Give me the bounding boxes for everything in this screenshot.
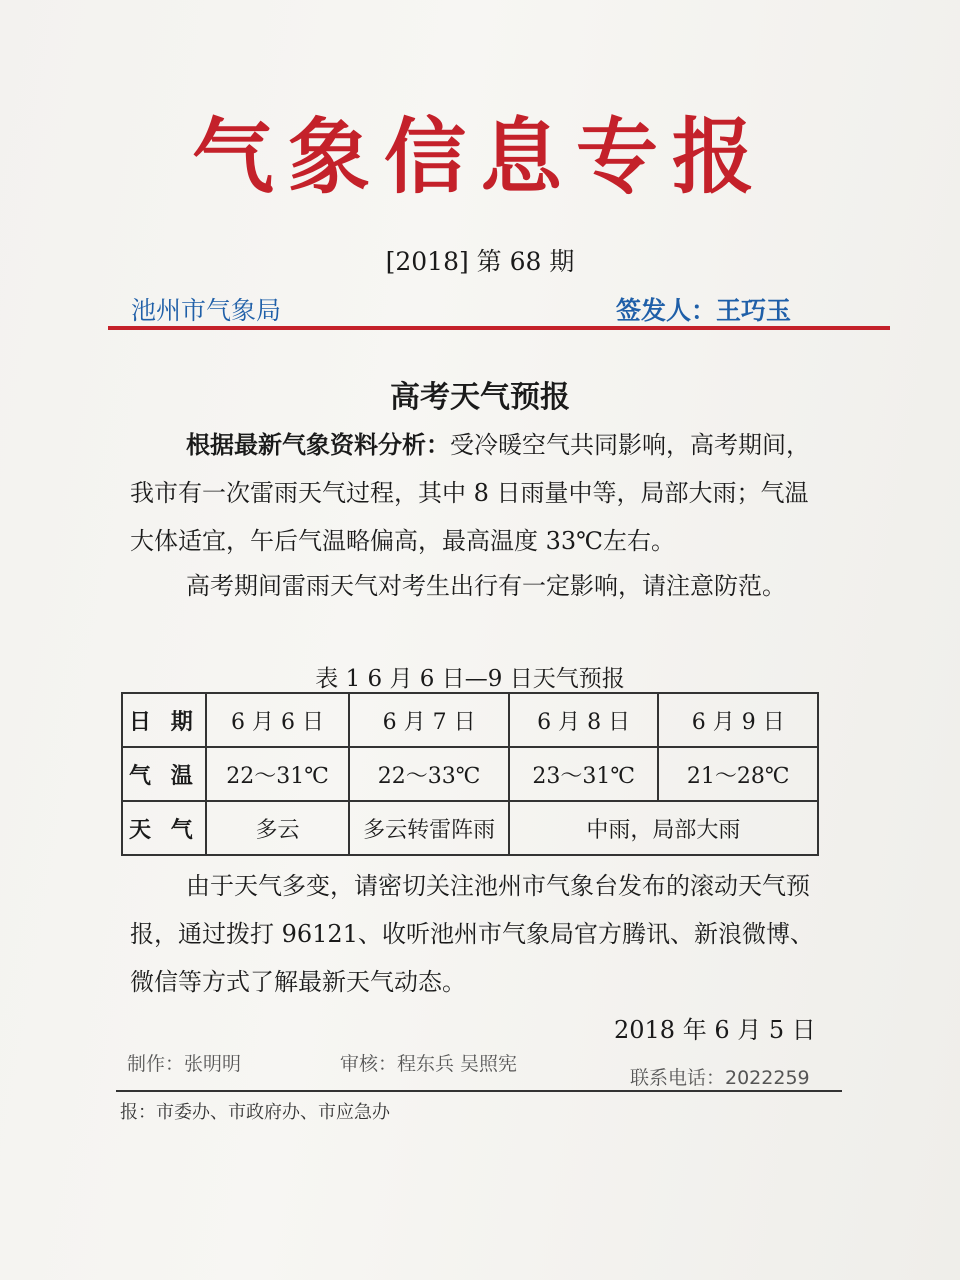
document-title: 高考天气预报	[390, 380, 570, 415]
forecast-table	[121, 692, 819, 856]
issuer: 池州市气象局	[131, 296, 282, 325]
distribution-list: 报：市委办、市政府办、市应急办	[120, 1102, 390, 1123]
footer-divider	[116, 1090, 842, 1092]
date-cell: 6 月 7 日	[349, 693, 509, 747]
analysis-lead: 根据最新气象资料分析：	[186, 431, 450, 459]
issue-number: [2018] 第 68 期	[385, 247, 575, 276]
date-cell: 6 月 6 日	[206, 693, 350, 747]
weather-cell: 多云转雷阵雨	[349, 801, 509, 855]
paragraph-analysis	[130, 421, 820, 565]
paragraph-advice: 高考期间雷雨天气对考生出行有一定影响，请注意防范。	[186, 572, 786, 600]
contact-phone: 联系电话：2022259	[630, 1067, 810, 1089]
analysis-body: 受冷暖空气共同影响，高考期间，我市有一次雷雨天气过程，其中 8 日雨量中等，局部大雨；气温大体适宜，午后气温略偏高，最高温度 33℃左右。	[130, 431, 810, 555]
weather-cell: 多云	[206, 801, 350, 855]
paragraph-notice: 由于天气多变，请密切关注池州市气象台发布的滚动天气预报，通过拨打 96121、收听池州市气象局官方腾讯、新浪微博、微信等方式了解最新天气动态。	[130, 872, 814, 996]
reviewed-by: 审核：程东兵 吴照宪	[340, 1053, 518, 1075]
temp-cell: 23～31℃	[509, 747, 659, 801]
row-label-weather: 天 气	[122, 801, 206, 855]
date-cell: 6 月 8 日	[509, 693, 659, 747]
temp-cell: 22～31℃	[206, 747, 350, 801]
row-label-temp: 气 温	[122, 747, 206, 801]
temp-cell: 21～28℃	[658, 747, 818, 801]
issue-date: 2018 年 6 月 5 日	[614, 1016, 816, 1044]
table-row	[122, 693, 818, 747]
table-caption: 表 1 6 月 6 日—9 日天气预报	[315, 666, 625, 692]
weather-cell: 中雨，局部大雨	[509, 801, 818, 855]
red-divider	[108, 326, 890, 330]
made-by: 制作：张明明	[127, 1053, 242, 1075]
signer: 签发人：王巧玉	[616, 296, 792, 325]
masthead-title: 气象信息专报	[191, 109, 768, 205]
row-label-date: 日 期	[122, 693, 206, 747]
table-row	[122, 801, 818, 855]
table-row	[122, 747, 818, 801]
date-cell: 6 月 9 日	[658, 693, 818, 747]
temp-cell: 22～33℃	[349, 747, 509, 801]
